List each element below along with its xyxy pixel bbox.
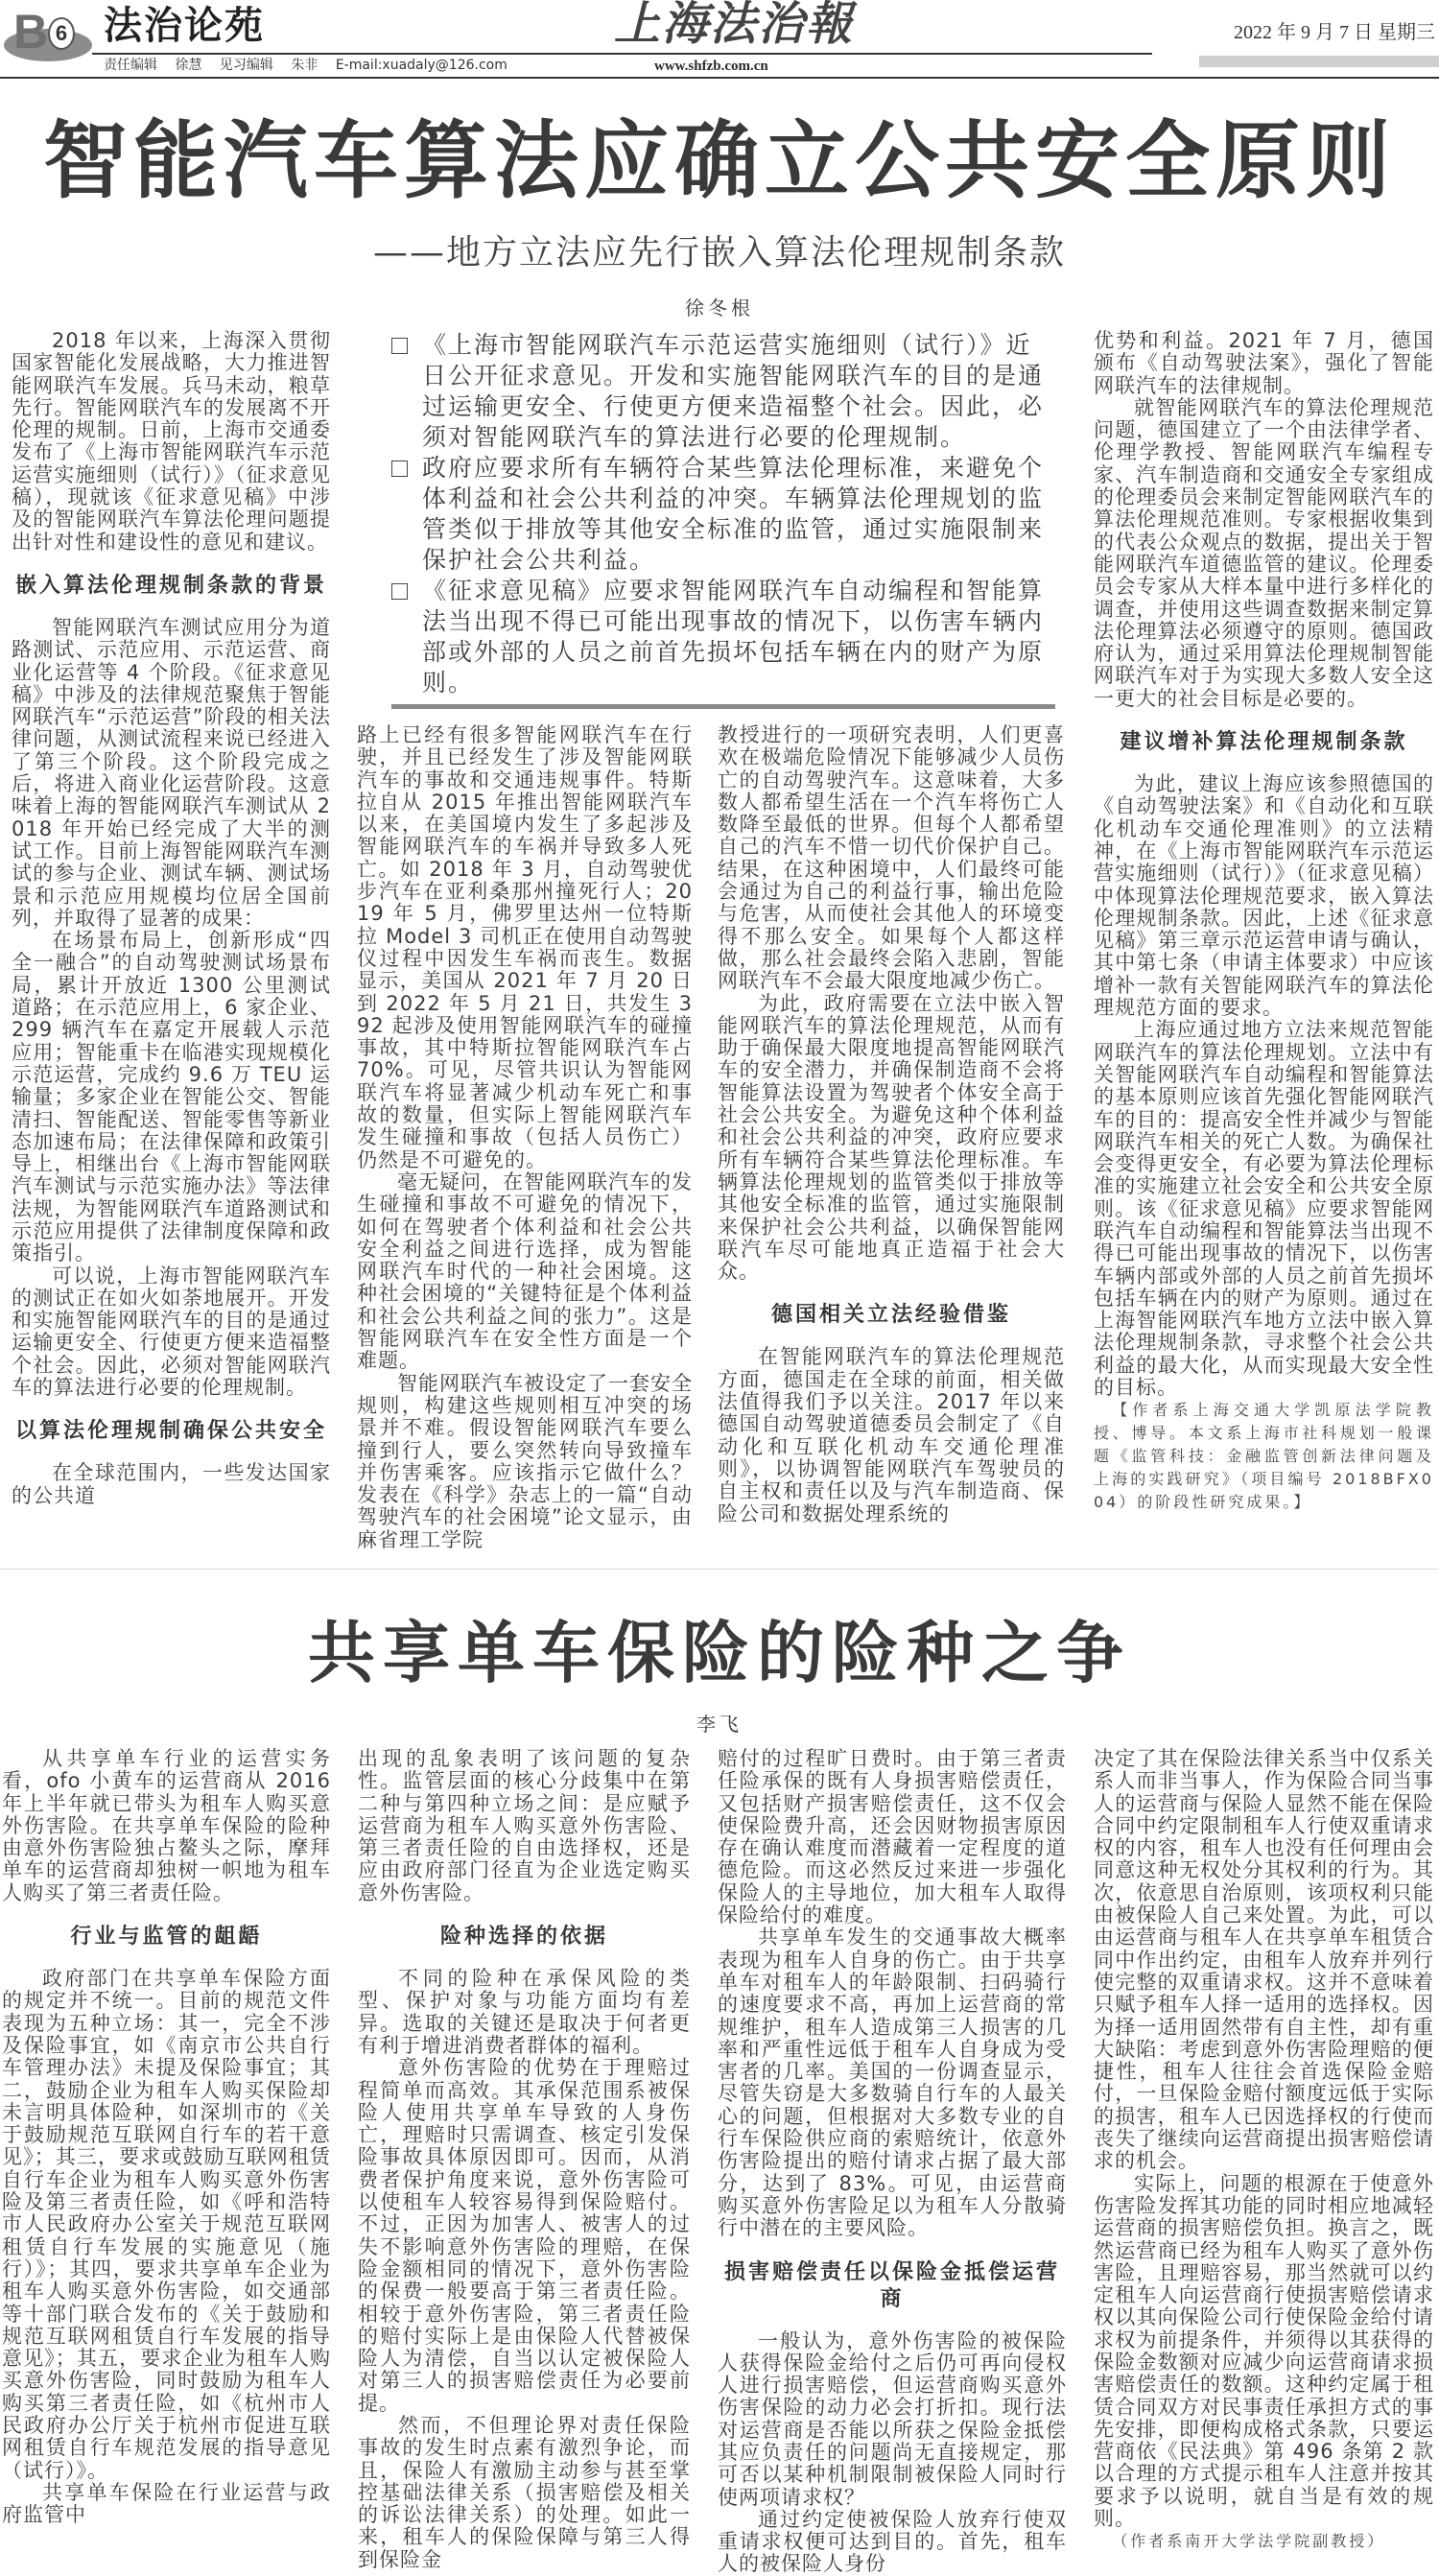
page-letter: B [13,5,49,59]
paragraph: 然而，不但理论界对责任保险事故的发生时点素有激烈争论，而且，保险人有激励主动参与甚至掌控基础法律关系（损害赔偿及相关的诉讼法律关系）的处理。如此一来，租车人的保险保障与第三人得到保险金 [358,2414,691,2571]
section-heading: 德国相关立法经验借鉴 [770,1303,1011,1328]
paragraph: 上海应通过地方立法来规范智能网联汽车的算法伦理规划。立法中有关智能网联汽车自动编程和智能算法的基本原则应该首先强化智能网联汽车的目的：提高安全性并减少与智能网联汽车相关的死亡人数。为确保社会变得更安全，有必要为算法伦理标准的实施建立社会安全和公共安全原则。该《征求意见稿》应要求智能网联汽车自动编程和智能算法当出现不得已可能出现事故的情况下，以伤害车辆内部或外部的人员之前首先损坏包括车辆在内的财产为原则。通过在上海智能网联汽车地方立法中嵌入算法伦理规制条款，寻求整个社会公共利益的最大化，从而实现最大安全性的目标。 [1094,1018,1434,1400]
section-heading: 损害赔偿责任以保险金抵偿运营商 [723,2259,1060,2311]
paragraph: 为此，政府需要在立法中嵌入智能网联汽车的算法伦理规范，从而有助于确保最大限度地提高智能网联汽车的安全潜力，并确保制造商不会将智能算法设置为驾驶者个体安全高于社会公共安全。为避免这种个体利益和社会公共利益的冲突，政府应要求所有车辆符合某些算法伦理标准。车辆算法伦理规划的监管类似于排放等其他安全标准的监管，通过实施限制来保护社会公共利益，以确保智能网联汽车尽可能地真正造福于社会大众。 [718,991,1065,1284]
header-gray-bar [1199,56,1439,67]
editor-name: 徐慧 [175,58,202,73]
paragraph: 可以说，上海市智能网联汽车的测试正在如火如荼地展开。开发和实施智能网联汽车的目的是通过运输更安全、行使更方便来造福整个社会。因此，必须对智能网联汽车的算法进行必要的伦理规制。 [12,1264,331,1400]
paragraph: 路上已经有很多智能网联汽车在行驶，并且已经发生了涉及智能网联汽车的事故和交通违规事件。特斯拉自从 2015 年推出智能网联汽车以来，在美国境内发生了多起涉及智能网联汽车的车祸并导致多人死亡。如 2018 年 3 月，自动驾驶优步汽车在亚利桑那州撞死行人；2019 年 5 月，佛罗里达州一位特斯拉 Model 3 司机正在使用自动驾驶仪过程中因发生车祸而丧生。数据显示，美国从 2021 年 7 月 20 日到 2022 年 5 月 21 日，共发生 392 起涉及使用智能网联汽车的碰撞事故，其中特斯拉智能网联汽车占 70%。可见，尽管共识认为智能网联汽车将显著减少机动车死亡和事故的数量，但实际上智能网联汽车发生碰撞和事故（包括人员伤亡）仍然是不可避免的。 [357,723,693,1171]
section-heading: 嵌入算法伦理规制条款的背景 [14,573,327,598]
issue-date: 2022 年 9 月 7 日 星期三 [1234,22,1435,43]
author-note: 【作者系上海交通大学凯原法学院教授、博导。本文系上海市社科规划一般课题《监管科技：金融监管创新法律问题及上海的实践研究》（项目编号 2018BFX004）的阶段性研究成果。】 [1094,1401,1434,1512]
section-heading: 建议增补算法伦理规制条款 [1120,730,1408,755]
website-link[interactable]: www.shfzb.com.cn [654,59,768,74]
paragraph: 共享单车发生的交通事故大概率表现为租车人自身的伤亡。由于共享单车对租车人的年龄限制、扫码骑行的速度要求不高，再加上运营商的常规维护，租车人造成第三人损害的几率和严重性远低于租车人自身成为受害者的几率。美国的一份调查显示，尽管失窃是大多数骑自行车的人最关心的问题，但根据对大多数专业的自行车保险供应商的索赔统计，依意外伤害险提出的赔付请求占据了最大部分，达到了 83%。可见，由运营商购买意外伤害险足以为租车人分散骑行中潜在的主要风险。 [718,1926,1067,2240]
author-note: （作者系南开大学法学院副教授） [1112,2532,1386,2551]
article1-column-3 [718,724,1065,1525]
article1-subcolumns [357,724,1065,1551]
editor-credits [104,57,521,74]
paragraph: 实际上，问题的根源在于使意外伤害险发挥其功能的同时相应地减轻运营商的损害赔偿负担。换言之，既然运营商已经为租车人购买了意外伤害险，且理赔容易，那当然就可以约定租车人向运营商行使损害赔偿请求权以其向保险公司行使保险金给付请求权为前提条件，并须得以其获得的保险金数额对应减少向运营商请求损害赔偿责任的数额。这种约定属于租赁合同双方对民事责任承担方式的事先安排，即便构成格式条款，只要运营商依《民法典》第 496 条第 2 款以合理的方式提示租车人注意并按其要求予以说明，就自当是有效的规则。 [1094,2171,1434,2531]
article1-column-1 [12,330,331,1507]
paragraph: 政府部门在共享单车保险方面的规定并不统一。目前的规范文件表现为五种立场：其一，完全不涉及保险事宜，如《南京市公共自行车管理办法》未提及保险事宜；其二，鼓励企业为租车人购买保险却未言明具体险种，如深圳市的《关于鼓励规范互联网自行车的若干意见》；其三，要求或鼓励互联网租赁自行车企业为租车人购买意外伤害险及第三者责任险，如《呼和浩特市人民政府办公室关于规范互联网租赁自行车发展的实施意见（施行）》；其四，要求共享单车企业为租车人购买意外伤害险，如交通部等十部门联合发布的《关于鼓励和规范互联网租赁自行车发展的指导意见》；其五，要求企业为租车人购买意外伤害险，同时鼓励为租车人购买第三者责任险，如《杭州市人民政府办公厅关于杭州市促进互联网租赁自行车规范发展的指导意见（试行）》。 [2,1967,331,2482]
trainee-editor-label: 见习编辑 [219,58,273,73]
paragraph: 共享单车保险在行业运营与政府监管中 [2,2480,331,2527]
highlight-text: 《上海市智能网联汽车示范运营实施细则（试行）》近日公开征求意见。开发和实施智能网联汽车的目的是通过运输更安全、行使更方便来造福整个社会。因此，必须对智能网联汽车的算法进行必要的伦理规制。 [422,331,1045,451]
paragraph: 一般认为，意外伤害险的被保险人获得保险金给付之后仍可再向侵权人进行损害赔偿，但运营商购买意外伤害保险的动力必会打折扣。现行法对运营商是否能以所获之保险金抵偿其应负责任的问题尚无直接规定，那可否以某种机制限制被保险人同时行使两项请求权？ [718,2328,1067,2509]
page-number: 6 [48,17,75,50]
paragraph: 教授进行的一项研究表明，人们更喜欢在极端危险情况下能够减少人员伤亡的自动驾驶汽车。这意味着，大多数人都希望生活在一个汽车将伤亡人数降至最低的世界。但每个人都希望自己的汽车不惜一切代价保护自己。结果，在这种困境中，人们最终可能会通过为自己的利益行事，输出危险与危害，从而使社会其他人的环境变得不那么安全。如果每个人都这样做，那么社会最终会陷入悲剧，智能网联汽车不会最大限度地减少伤亡。 [718,723,1065,993]
highlight-item [391,576,1055,698]
article1-column-4 [1094,330,1434,1514]
paragraph: 意外伤害险的优势在于理赔过程简单而高效。其承保范围系被保险人使用共享单车导致的人身伤亡，理赔时只需调查、核定引发保险事故具体原因即可。因而，从消费者保护角度来说，意外伤害险可以使租车人较容易得到保险赔付。不过，正因为加害人、被害人的过失不影响意外伤害险的理赔，在保险金额相同的情况下，意外伤害险的保费一般要高于第三者责任险。相较于意外伤害险，第三者责任险的赔付实际上是由保险人代替被保险人为清偿，自当以认定被保险人对第三人的损害赔偿责任为必要前提。 [358,2056,691,2415]
section-name: 法治论苑 [104,4,265,48]
section-heading: 险种选择的依据 [439,1925,608,1950]
article-divider [0,1569,1439,1570]
paragraph: 毫无疑问，在智能网联汽车的发生碰撞和事故不可避免的情况下，如何在驾驶者个体利益和社会公共安全利益之间进行选择，成为智能网联汽车时代的一种社会困境。这种社会困境的“关键特征是个体利益和社会公共利益之间的张力”。这是智能网联汽车在安全性方面是一个难题。 [357,1170,693,1373]
highlight-item [391,453,1055,576]
paragraph: 从共享单车行业的运营实务看，ofo 小黄车的运营商从 2016 年上半年就已带头为租车人购买意外伤害险。在共享单车保险的险种由意外伤害险独占鳌头之际，摩拜单车的运营商却独树一帜地为租车人购买了第三者责任险。 [2,1746,331,1904]
section-heading: 行业与监管的龃龉 [70,1925,263,1950]
article1-middle [357,330,1065,1551]
article2-column-2 [358,1748,691,2571]
paragraph: 就智能网联汽车的算法伦理规范问题，德国建立了一个由法律学者、伦理学教授、智能网联汽车编程专家、汽车制造商和交通安全专家组成的伦理委员会来制定智能网联汽车的算法伦理规范准则。专家根据收集到的代表公众观点的数据，提出关于智能网联汽车道德监管的建议。伦理委员会专家从大样本量中进行多样化的调查，并使用这些调查数据来制定算法伦理算法必须遵守的原则。德国政府认为，通过采用算法伦理规制智能网联汽车对于为实现大多数人安全这一更大的社会目标是必要的。 [1094,395,1434,710]
highlight-item [391,330,1055,453]
checkbox-square-icon [391,461,408,477]
header-bottom-rule [0,77,1439,79]
paragraph: 决定了其在保险法律关系当中仅系关系人而非当事人，作为保险合同当事人的运营商与保险人显然不能在保险合同中约定限制租车人行使双重请求权的内容，租车人也没有任何理由会同意这种无权处分其权利的行为。其次，依意思自治原则，该项权利只能由被保险人自己来处置。为此，可以由运营商与租车人在共享单车租赁合同中作出约定，由租车人放弃并列行使完整的双重请求权。这并不意味着只赋予租车人择一适用的选择权。因为择一适用固然带有自主性，却有重大缺陷：考虑到意外伤害险理赔的便捷性，租车人往往会首选保险金赔付，一旦保险金赔付额度远低于实际的损害，租车人已因选择权的行使而丧失了继续向运营商提出损害赔偿请求的机会。 [1094,1746,1434,2173]
article2-column-4 [1094,1748,1434,2553]
paragraph: 优势和利益。2021 年 7 月，德国颁布《自动驾驶法案》，强化了智能网联汽车的法律规制。 [1094,329,1434,397]
article2-title: 共享单车保险的险种之争 [308,1613,1131,1692]
page-number-badge [4,4,92,61]
paragraph: 不同的险种在承保风险的类型、保护对象与功能方面均有差异。选取的关键还是取决于何者更有利于增进消费者群体的福利。 [358,1967,691,2057]
paragraph: 智能网联汽车被设定了一套安全规则，构建这些规则相互冲突的场景并不难。假设智能网联汽车要么撞到行人，要么突然转向导致撞车并伤害乘客。应该指示它做什么？发表在《科学》杂志上的一篇“自动驾驶汽车的社会困境”论文显示，由麻省理工学院 [357,1371,693,1551]
paragraph: 为此，建议上海应该参照德国的《自动驾驶法案》和《自动化和互联化机动车交通伦理准则》的立法精神，在《上海市智能网联汽车示范运营实施细则（试行）》（征求意见稿）中体现算法伦理规范要求，嵌入算法伦理规制条款。因此，上述《征求意见稿》第三章示范运营申请与确认，其中第七条（申请主体要求）中应该增补一款有关智能网联汽车的算法伦理规范方面的要求。 [1094,772,1434,1020]
section-heading: 以算法伦理规制确保公共安全 [14,1419,327,1444]
article2-column-3 [718,1748,1067,2576]
article2-column-1 [2,1748,331,2527]
editor-label: 责任编辑 [104,58,157,73]
trainee-editor-name: 朱非 [291,58,318,73]
page-header [0,0,1439,81]
article1-body [0,330,1439,1551]
paragraph: 通过约定使被保险人放弃行使双重请求权便可达到目的。首先，租车人的被保险人身份 [718,2507,1067,2576]
article1-subtitle: ——地方立法应先行嵌入算法伦理规制条款 [372,233,1066,272]
checkbox-square-icon [391,583,408,600]
paragraph: 在全球范围内，一些发达国家的公共道 [12,1461,331,1507]
article2-author: 李飞 [696,1712,743,1736]
header-rule [92,53,1152,55]
paragraph: 在场景布局上，创新形成“四全一融合”的自动驾驶测试场景布局，累计开放近 1300 公里测试道路；在示范应用上，6 家企业、299 辆汽车在嘉定开展载人示范应用；智能重卡在临港实现规模化示范运营，完成约 9.6 万 TEU 运输量；多家企业在智能公交、智能清扫、智能配送、智能零售等新业态加速布局；在法律保障和政策引导上，相继出台《上海市智能网联汽车测试与示范实施办法》等法律法规，为智能网联汽车道路测试和示范应用提供了法律制度保障和政策指引。 [12,929,331,1265]
article1-author: 徐冬根 [685,296,754,319]
paragraph: 出现的乱象表明了该问题的复杂性。监管层面的核心分歧集中在第二种与第四种立场之间：是应赋予运营商为租车人购买意外伤害险、第三者责任险的自由选择权，还是应由政府部门径直为企业选定购买意外伤害险。 [358,1746,691,1904]
checkbox-square-icon [391,338,408,354]
paragraph: 在智能网联汽车的算法伦理规范方面，德国走在全球的前面，相关做法值得我们予以关注。2017 年以来德国自动驾驶道德委员会制定了《自动化和互联化机动车交通伦理准则》，以协调智能网联汽车驾驶员的自主权和责任以及与汽车制造商、保险公司和数据处理系统的 [718,1345,1065,1525]
article1-column-2 [357,724,693,1551]
paragraph: 2018 年以来，上海深入贯彻国家智能化发展战略，大力推进智能网联汽车发展。兵马未动，粮草先行。智能网联汽车的发展离不开伦理的规制。日前，上海市交通委发布了《上海市智能网联汽车示范运营实施细则（试行）》（征求意见稿），现就该《征求意见稿》中涉及的智能网联汽车算法伦理问题提出针对性和建设性的意见和建议。 [12,329,331,554]
editor-email[interactable]: E-mail:xuadaly@126.com [335,58,507,73]
article1-title: 智能汽车算法应确立公共安全原则 [42,111,1396,210]
article2-body [0,1748,1439,2576]
newspaper-masthead: 上海法治報 [614,0,855,51]
paragraph: 赔付的过程旷日费时。由于第三者责任险承保的既有人身损害赔偿责任，又包括财产损害赔偿责任，这不仅会使保险费升高，还会因财物损害原因存在确认难度而潜藏着一定程度的道德危险。而这必然反过来进一步强化保险人的主导地位，加大租车人取得保险给付的难度。 [718,1746,1067,1927]
highlights-box [391,330,1055,709]
paragraph: 智能网联汽车测试应用分为道路测试、示范应用、示范运营、商业化运营等 4 个阶段。《征求意见稿》中涉及的法律规范聚焦于智能网联汽车“示范运营”阶段的相关法律问题，从测试流程来说已经进入了第三个阶段。这个阶段完成之后，将进入商业化运营阶段。这意味着上海的智能网联汽车测试从 2018 年开始已经完成了大半的测试工作。目前上海智能网联汽车测试的参与企业、测试车辆、测试场景和示范应用规模均位居全国前列，并取得了显著的成果： [12,615,331,930]
highlight-text: 《征求意见稿》应要求智能网联汽车自动编程和智能算法当出现不得已可能出现事故的情况下，以伤害车辆内部或外部的人员之前首先损坏包括车辆在内的财产为原则。 [422,577,1045,697]
highlight-text: 政府应要求所有车辆符合某些算法伦理标准，来避免个体利益和社会公共利益的冲突。车辆算法伦理规划的监管类似于排放等其他安全标准的监管，通过实施限制来保护社会公共利益。 [422,454,1045,574]
